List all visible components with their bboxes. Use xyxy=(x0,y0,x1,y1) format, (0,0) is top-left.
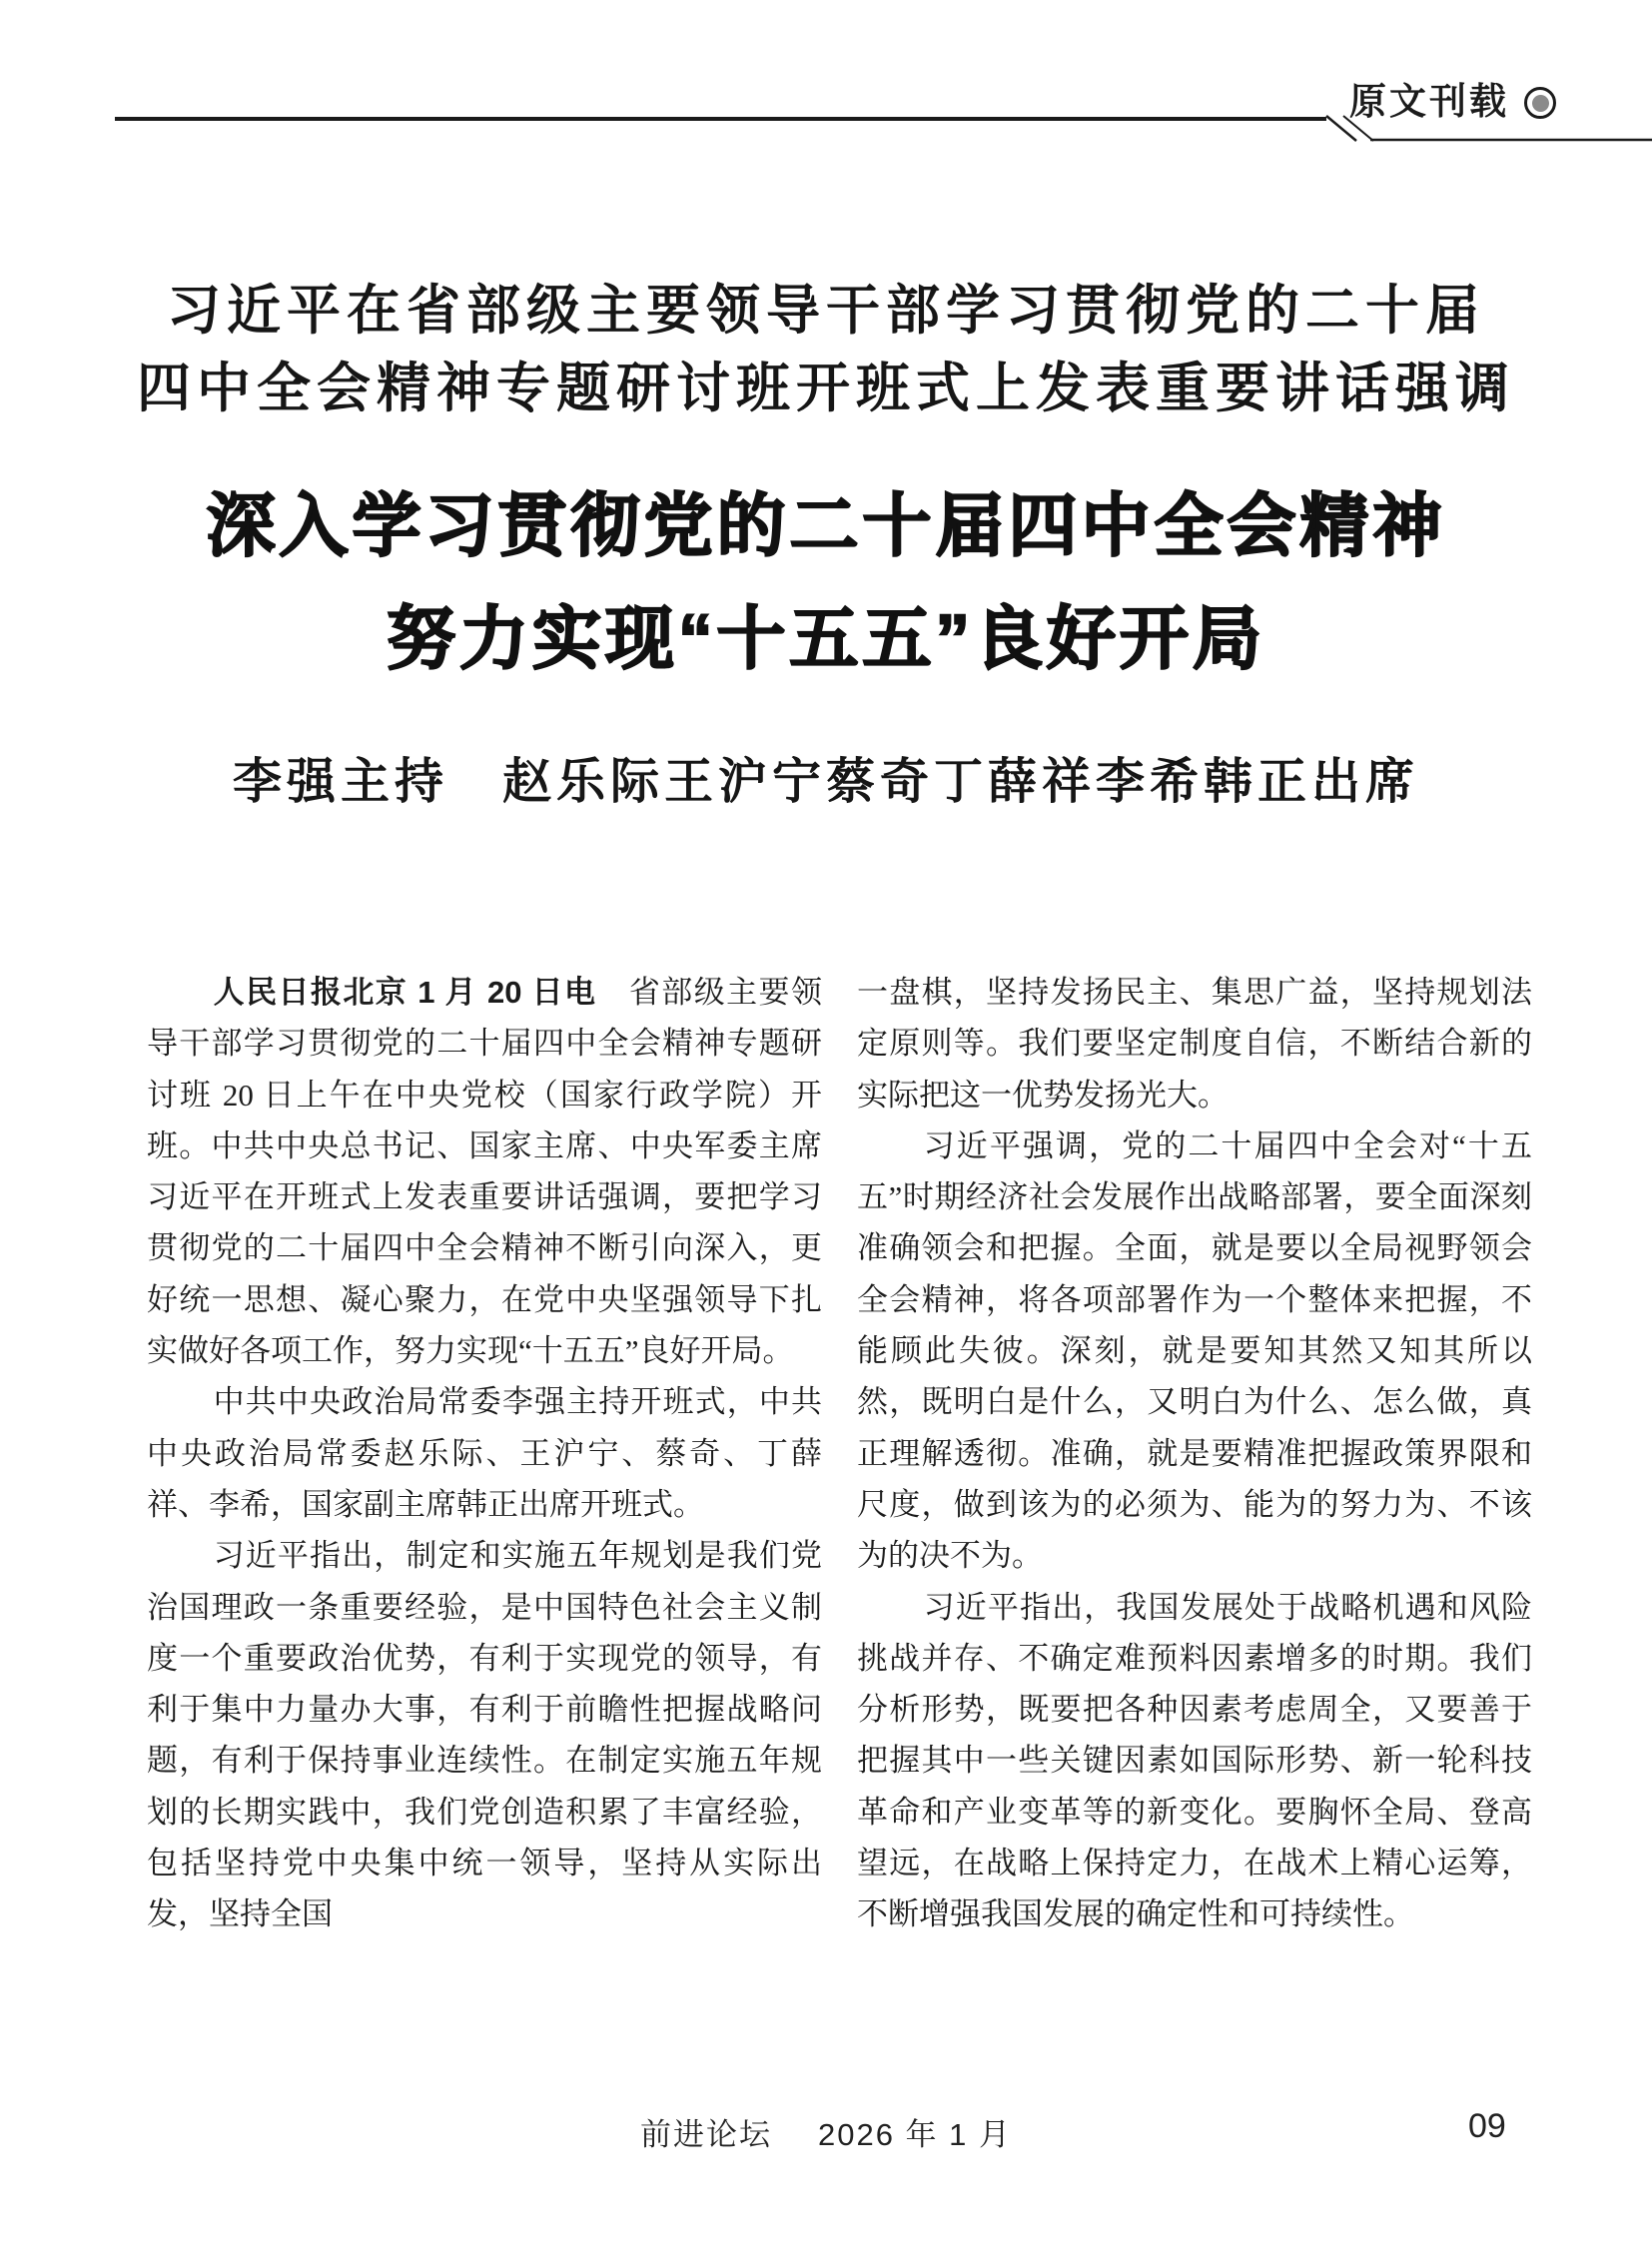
header-rule xyxy=(0,100,1652,160)
eyebrow-line-2: 四中全会精神专题研讨班开班式上发表重要讲话强调 xyxy=(137,359,1515,418)
paragraph-continuation: 一盘棋，坚持发扬民主、集思广益，坚持规划法定原则等。我们要坚定制度自信，不断结合新的实际把这一优势发扬光大。 xyxy=(857,975,1532,1113)
paragraph: 习近平指出，制定和实施五年规划是我们党治国理政一条重要经验，是中国特色社会主义制度一个重要政治优势，有利于实现党的领导，有利于集中力量办大事，有利于前瞻性把握战略问题，有利于保持事业连续性。在制定实施五年规划的长期实践中，我们党创造积累了丰富经验，包括坚持党中央集中统一领导，坚持从实际出发，坚持全国 xyxy=(147,1538,822,1932)
article-title-line-1: 深入学习贯彻党的二十届四中全会精神 xyxy=(206,487,1446,564)
paragraph: 习近平强调，党的二十届四中全会对“十五五”时期经济社会发展作出战略部署，要全面深刻准确领会和把握。全面，就是要以全局视野领会全会精神，将各项部署作为一个整体来把握，不能顾此失彼。深刻，就是要知其然又知其所以然，既明白是什么，又明白为什么、怎么做，真正理解透彻。准确，就是要精准把握政策界限和尺度，做到该为的必须为、能为的努力为、不该为的决不为。 xyxy=(857,1127,1532,1574)
page-number: 09 xyxy=(1468,2107,1506,2145)
paragraph: 中共中央政治局常委李强主持开班式，中共中央政治局常委赵乐际、王沪宁、蔡奇、丁薛祥、李希，国家副主席韩正出席开班式。 xyxy=(147,1384,822,1522)
paragraph-dateline xyxy=(147,967,822,1376)
article-subtitle: 李强主持 赵乐际王沪宁蔡奇丁薛祥李希韩正出席 xyxy=(232,754,1419,809)
dateline-lead: 人民日报北京 1 月 20 日电 xyxy=(213,975,597,1010)
article-title xyxy=(0,469,1652,695)
paragraph-dateline-text: 省部级主要领导干部学习贯彻党的二十届四中全会精神专题研讨班 20 日上午在中央党校（国家行政学院）开班。中共中央总书记、国家主席、中央军委主席习近平在开班式上发表重要讲话强调，要把学习贯彻党的二十届四中全会精神不断引向深入，更好统一思想、凝心聚力，在党中央坚强领导下扎实做好各项工作，努力实现“十五五”良好开局。 xyxy=(147,975,822,1369)
masthead-section-title: 原文刊载 xyxy=(1349,82,1509,123)
journal-name: 前进论坛 xyxy=(639,2117,772,2152)
footer-journal-line xyxy=(0,2109,1652,2154)
eyebrow-line-1: 习近平在省部级主要领导干部学习贯彻党的二十届 xyxy=(167,281,1485,341)
eyebrow-headline xyxy=(0,272,1652,427)
body-right-column xyxy=(857,967,1532,1940)
article-title-line-2: 努力实现“十五五”良好开局 xyxy=(387,600,1265,677)
body-left-column xyxy=(147,967,822,1940)
paragraph: 习近平指出，我国发展处于战略机遇和风险挑战并存、不确定难预料因素增多的时期。我们分析形势，既要把各种因素考虑周全，又要善于把握其中一些关键因素如国际形势、新一轮科技革命和产业变革等的新变化。要胸怀全局、登高望远，在战略上保持定力，在战术上精心运筹，不断增强我国发展的确定性和可持续性。 xyxy=(857,1589,1532,1932)
issue-date: 2026 年 1 月 xyxy=(817,2117,1013,2152)
